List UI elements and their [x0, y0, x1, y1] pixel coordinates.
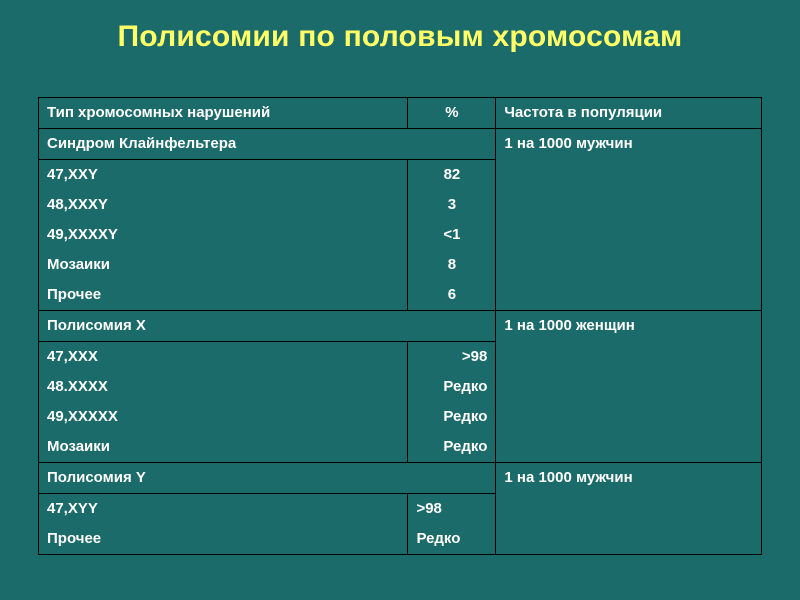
karyotype-item: 47,XXX: [47, 348, 98, 365]
karyotype-list: [39, 342, 408, 463]
percent-list: [408, 342, 496, 463]
percent-list: [408, 160, 496, 311]
percent-item: 8: [447, 256, 457, 273]
karyotype-item: 49,XXXXY: [47, 226, 118, 243]
percent-item: 3: [447, 196, 457, 213]
percent-item: >98: [416, 500, 442, 517]
karyotype-item: Прочее: [47, 530, 102, 547]
karyotype-item: 48,XXXY: [47, 196, 108, 213]
frequency-value: 1 на 1000 мужчин: [504, 135, 633, 152]
section-name: Синдром Клайнфельтера: [39, 129, 496, 160]
karyotype-item: 49,XXXXX: [47, 408, 118, 425]
section-name: Полисомия X: [39, 311, 496, 342]
section-row-polysomy-x: [39, 311, 762, 342]
percent-item: 82: [443, 166, 461, 183]
header-type: Тип хромосомных нарушений: [39, 98, 408, 129]
karyotype-item: Прочее: [47, 286, 102, 303]
karyotype-item: Мозаики: [47, 438, 111, 455]
frequency-value: 1 на 1000 женщин: [504, 317, 635, 334]
section-frequency: [496, 311, 762, 463]
polysomy-table: [38, 97, 762, 555]
karyotype-item: Мозаики: [47, 256, 111, 273]
header-frequency: Частота в популяции: [496, 98, 762, 129]
percent-item: >98: [461, 348, 488, 365]
percent-list: [408, 494, 496, 555]
section-row-klinefelter: [39, 129, 762, 160]
percent-item: <1: [443, 226, 461, 243]
frequency-value: 1 на 1000 мужчин: [504, 469, 633, 486]
percent-item: Редко: [443, 408, 488, 425]
section-frequency: [496, 129, 762, 311]
section-row-polysomy-y: [39, 463, 762, 494]
percent-item: Редко: [443, 438, 488, 455]
karyotype-list: [39, 160, 408, 311]
karyotype-list: [39, 494, 408, 555]
percent-item: Редко: [443, 378, 488, 395]
karyotype-item: 47,XXY: [47, 166, 98, 183]
percent-item: Редко: [416, 530, 461, 547]
karyotype-item: 48.XXXX: [47, 378, 108, 395]
header-row: [39, 98, 762, 129]
percent-item: 6: [447, 286, 457, 303]
header-percent: %: [408, 98, 496, 129]
slide-title: Полисомии по половым хромосомам: [117, 20, 683, 53]
karyotype-item: 47,XYY: [47, 500, 98, 517]
section-frequency: [496, 463, 762, 555]
section-name: Полисомия Y: [39, 463, 496, 494]
